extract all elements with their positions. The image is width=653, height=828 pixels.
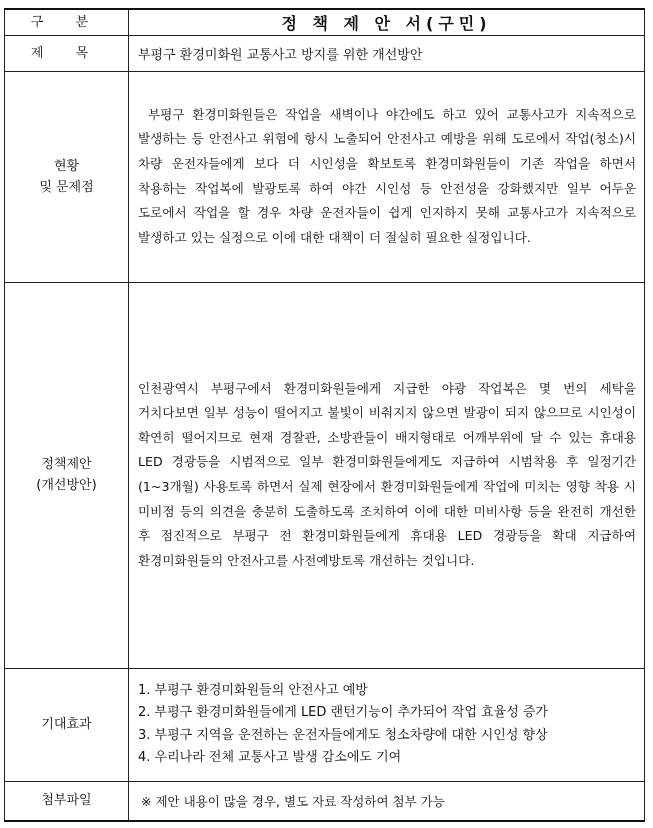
column-label: 구 분 [5, 9, 129, 35]
current-status-cell [129, 71, 645, 282]
effects-cell [129, 668, 645, 781]
proposal-cell [129, 282, 645, 668]
effects-list [129, 680, 644, 770]
current-status-label-line1: 현황 [53, 158, 80, 174]
current-status-text: 부평구 환경미화원들은 작업을 새벽이나 야간에도 하고 있어 교통사고가 지속적으로 발생하는 등 안전사고 위험에 항시 노출되어 안전사고 예방을 위해 도로에서 작업(청소)시 차량 운전자들에게 보다 더 시인성을 확보토록 환경미화원들이 기존 작업을 하면서 착용하는 작업복에 발광토록 하여 야간 시인성 등 안전성을 강화했지만 일부 어두운 도로에서 작업을 할 경우 차량 운전자들이 쉽게 인지하지 못해 교통사고가 지속적으로 발생하고 있는 실정으로 이에 대한 대책이 더 절실히 필요한 실정입니다. [138, 106, 636, 245]
effects-item: 2. 부평구 환경미화원들에게 LED 랜턴기능이 추가되어 작업 효율성 증가 [138, 705, 548, 720]
attachment-row [5, 781, 645, 821]
proposal-text: 인천광역시 부평구에서 환경미화원들에게 지급한 야광 작업복은 몇 번의 세탁을 거치다보면 일부 성능이 떨어지고 불빛이 비춰지지 않으면 발광이 되지 않으므로 시인성이 확연히 떨어지므로 현재 경찰관, 소방관들이 배지형태로 어깨부위에 달 수 있는 휴대용 LED 경광등을 시범적으로 일부 환경미화원들에게도 지급하여 시범착용 후 일정기간(1~3개월) 사용토록 하면서 실제 현장에서 환경미화원들에게 작업에 미치는 영향 착용 시 미비점 등의 의견을 충분히 도출하도록 조치하여 이에 대한 미비사항 등을 완전히 개선한 후 점진적으로 부평구 전 환경미화원들에게 휴대용 LED 경광등을 확대 지급하여 환경미화원들의 안전사고를 사전예방토록 개선하는 것입니다. [138, 380, 636, 568]
current-status-label-line2: 및 문제점 [39, 179, 94, 195]
header-row [5, 9, 645, 35]
proposal-label-line1: 정책제안 [41, 457, 92, 472]
policy-proposal-form [4, 8, 645, 822]
document-title: 정 책 제 안 서(구민) [129, 9, 645, 35]
effects-row [5, 668, 645, 781]
proposal-label [5, 282, 129, 668]
current-status-label [5, 71, 129, 282]
effects-item: 1. 부평구 환경미화원들의 안전사고 예방 [138, 682, 368, 698]
proposal-label-line2: (개선방안) [36, 478, 97, 493]
effects-item: 4. 우리나라 전체 교통사고 발생 감소에도 기여 [138, 750, 402, 765]
subject-row [5, 35, 645, 71]
attachment-label: 첨부파일 [5, 781, 129, 821]
current-status-row [5, 71, 645, 282]
effects-item: 3. 부평구 지역을 운전하는 운전자들에게도 청소차량에 대한 시인성 향상 [138, 727, 548, 743]
subject-value: 부평구 환경미화원 교통사고 방지를 위한 개선방안 [129, 35, 645, 71]
attachment-note: ※ 제안 내용이 많을 경우, 별도 자료 작성하여 첨부 가능 [129, 781, 645, 821]
subject-label: 제 목 [5, 35, 129, 71]
effects-label: 기대효과 [5, 668, 129, 781]
proposal-row [5, 282, 645, 668]
